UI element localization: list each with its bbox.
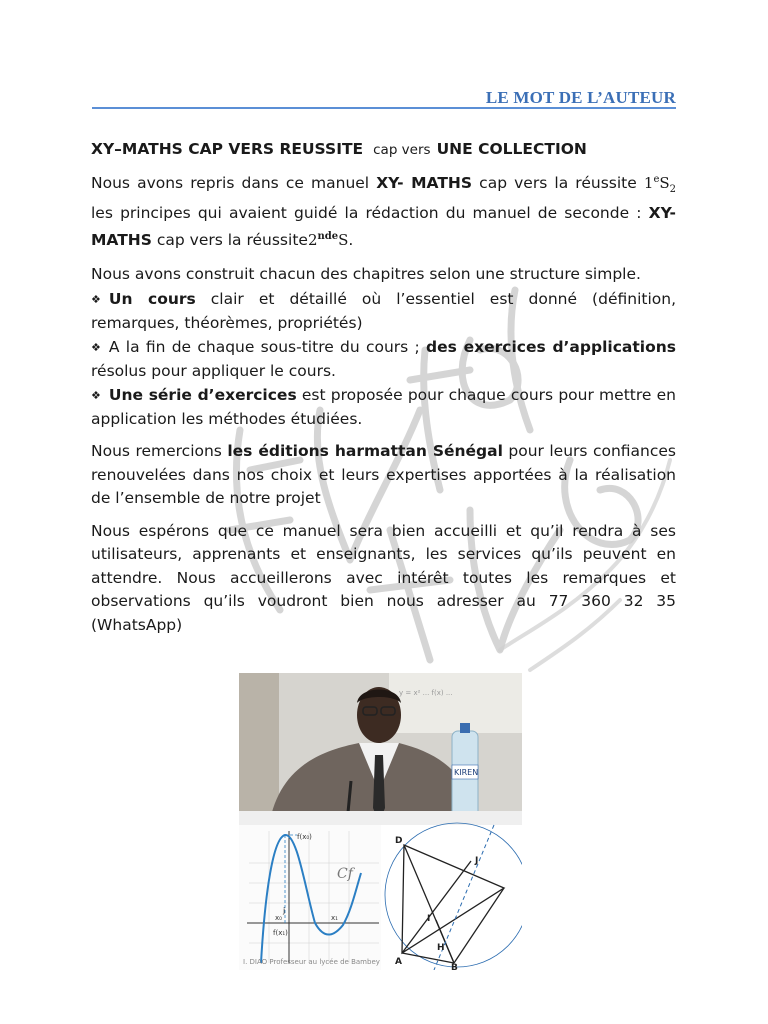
bullet-text: A la fin de chaque sous-titre du cours ;	[108, 338, 427, 356]
left-wall	[239, 673, 279, 825]
heading-middle: cap vers	[373, 142, 431, 158]
paragraph-thanks	[91, 440, 676, 511]
point-b: B	[451, 963, 458, 970]
bullet-text: résolus pour appliquer le cours.	[91, 362, 336, 380]
heading-right: UNE COLLECTION	[436, 140, 587, 158]
bullet-item	[91, 384, 676, 430]
graph-label-j: j	[283, 906, 286, 915]
photo-caption: I. DIAO Professeur au lycée de Bambey	[243, 958, 380, 966]
math-part: S	[338, 231, 349, 249]
bullet-item	[91, 288, 676, 334]
body-text	[91, 140, 676, 637]
graph-label-fx1: f(x₁)	[273, 929, 288, 937]
point-i: I	[427, 914, 431, 924]
table-edge	[239, 811, 522, 825]
math-part: 1	[643, 174, 654, 192]
intro-text: cap vers la réussite	[472, 174, 644, 192]
thanks-text: Nous remercions	[91, 442, 228, 460]
intro-text: cap vers la réussite	[151, 231, 308, 249]
heading-left: XY–MATHS CAP VERS REUSSITE	[91, 140, 364, 158]
paragraph-intro	[91, 168, 676, 253]
graph-label-fx0: f(x₀)	[297, 833, 312, 841]
title-underline	[92, 107, 676, 109]
intro-bold: XY- MATHS	[91, 203, 676, 249]
math-sup: e	[653, 174, 660, 185]
math-sub: 2	[669, 184, 677, 195]
intro-text: Nous avons repris dans ce manuel	[91, 174, 377, 192]
publisher-name: les éditions harmattan Sénégal	[227, 442, 503, 460]
bottle-cap	[460, 723, 470, 733]
bullet-bold: Une série d’exercices	[108, 386, 297, 404]
section-title: LE MOT DE L’AUTEUR	[485, 88, 676, 107]
whiteboard-writing: y = x² ... f(x) ...	[399, 689, 453, 697]
graph-label-cf: Cf	[337, 866, 353, 882]
diamond-bullet-icon: ❖	[91, 341, 101, 354]
function-graph-panel	[239, 825, 381, 970]
diamond-bullet-icon: ❖	[91, 389, 101, 402]
photo-collage	[239, 673, 522, 970]
intro-text: .	[348, 231, 354, 249]
diamond-bullet-icon: ❖	[91, 293, 101, 306]
point-a: A	[395, 957, 402, 967]
paragraph-structure: Nous avons construit chacun des chapitres selon une structure simple.	[91, 264, 641, 283]
math-part: S	[659, 174, 670, 192]
thanks-text: pour leurs confiances renouvelées dans nos choix et leurs expertises apportées à la réalisation de l’ensemble de notre projet	[91, 442, 676, 507]
graph-label-x1: x₁	[331, 914, 338, 922]
author-photo	[239, 673, 522, 970]
collection-heading	[91, 140, 676, 158]
point-d: D	[395, 836, 403, 846]
math-sup: nde	[317, 231, 339, 242]
intro-text: les principes qui avaient guidé la rédaction du manuel de seconde :	[91, 203, 649, 222]
level-seconde-s	[308, 231, 348, 249]
point-j: J	[475, 856, 479, 866]
math-part: 2	[307, 231, 318, 249]
whiteboard	[389, 673, 522, 733]
bottle-label-text: KIREN	[454, 768, 479, 777]
point-h: H	[437, 943, 445, 953]
bullet-bold: des exercices d’applications	[426, 338, 676, 356]
graph-label-x0: x₀	[275, 914, 282, 922]
bullet-item	[91, 336, 676, 382]
bullet-bold: Un cours	[108, 290, 196, 308]
intro-bold: XY- MATHS	[376, 174, 473, 192]
bullet-text: est proposée pour chaque cours pour mettre en application les méthodes étudiées.	[91, 386, 676, 428]
paragraph-closing: Nous espérons que ce manuel sera bien accueilli et qu’il rendra à ses utilisateurs, apprenants et enseignants, les services qu’ils peuvent en attendre. Nous accueillerons avec intérêt toutes les remarques et observations qu’ils voudront bien nous adresser au 77 360 32 35 (WhatsApp)	[91, 521, 676, 634]
level-first-s2	[643, 174, 677, 195]
bullet-text: clair et détaillé où l’essentiel est donné (définition, remarques, théorèmes, propriétés)	[91, 290, 676, 332]
